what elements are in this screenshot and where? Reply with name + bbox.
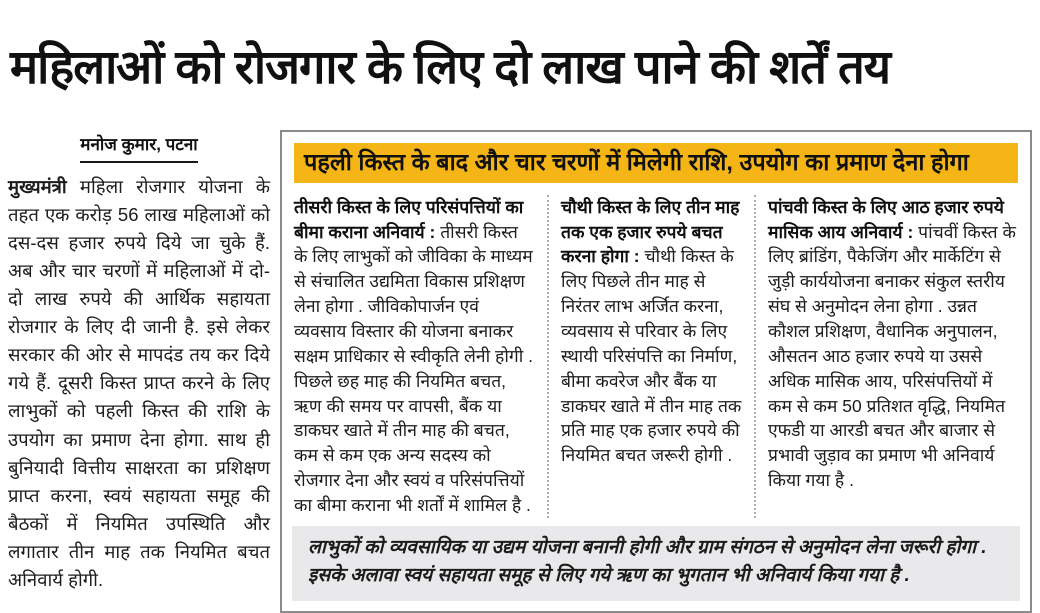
column-text: पांचवीं किस्त के लिए ब्रांडिंग, पैकेजिंग और मार्केटिंग से जुड़ी कार्ययोजना बनाकर संकुल स्तरीय संघ से अनुमोदन लेना होगा . उन्नत कौशल प्रशिक्षण, वैधानिक अनुपालन, औसतन आठ हजार रुपये या उससे अधिक मासिक आय, परिसंपत्तियों में कम से कम 50 प्रतिशत वृद्धि, नियमित एफडी या आरडी बचत और बाजार से प्रभावी जुड़ाव का प्रमाण भी अनिवार्य किया गया है . bbox=[768, 221, 1016, 491]
column-text: चौथी किस्त के लिए पिछले तीन माह से निरंतर लाभ अर्जित करना, व्यवसाय से परिवार के लिए स्थायी परिसंपत्ति का निर्माण, बीमा कवरेज और बैंक या डाकघर खाते में तीन माह तक प्रति माह एक हजार रुपये की नियमित बचत जरूरी होगी . bbox=[561, 246, 742, 466]
column-heading: तीसरी किस्त के लिए परिसंपत्तियों का बीमा कराना अनिवार्य : bbox=[294, 196, 524, 242]
story-columns bbox=[282, 187, 1030, 524]
newspaper-clipping bbox=[0, 31, 1040, 607]
column-heading: चौथी किस्त के लिए तीन माह तक एक हजार रुपये बचत करना होगा : bbox=[561, 196, 740, 267]
column-heading: पांचवी किस्त के लिए आठ हजार रुपये मासिक आय अनिवार्य : bbox=[768, 196, 1004, 242]
story-box bbox=[280, 130, 1032, 613]
column-third-installment bbox=[294, 195, 547, 518]
highlight-banner: पहली किस्त के बाद और चार चरणों में मिलेगी राशि, उपयोग का प्रमाण देना होगा bbox=[294, 143, 1018, 183]
column-fourth-installment bbox=[547, 195, 754, 518]
footer-note: लाभुकों को व्यवसायिक या उद्यम योजना बनानी होगी और ग्राम संगठन से अनुमोदन लेना जरूरी होगा . इसके अलावा स्वयं सहायता समूह से लिए गये ऋण का भुगतान भी अनिवार्य किया गया है . bbox=[292, 526, 1020, 601]
byline: मनोज कुमार, पटना bbox=[80, 132, 197, 163]
lead-paragraph bbox=[8, 173, 270, 595]
lead-body: महिला रोजगार योजना के तहत एक करोड़ 56 लाख महिलाओं को दस-दस हजार रुपये दिये जा चुके हैं. अब और चार चरणों में महिलाओं में दो-दो लाख रुपये की आर्थिक सहायता रोजगार के लिए दी जानी है. इसे लेकर सरकार की ओर से मापदंड तय कर दिये गये हैं. दूसरी किस्त प्राप्त करने के लिए लाभुकों को पहली किस्त की राशि के उपयोग का प्रमाण देना होगा. साथ ही बुनियादी वित्तीय साक्षरता का प्रशिक्षण प्राप्त करना, स्वयं सहायता समूह की बैठकों में नियमित उपस्थिति और लगातार तीन माह तक नियमित बचत अनिवार्य होगी. bbox=[8, 175, 270, 591]
article-body bbox=[0, 126, 1040, 613]
left-column bbox=[8, 130, 270, 595]
lead-runin: मुख्यमंत्री bbox=[8, 175, 67, 197]
byline-wrap bbox=[8, 132, 270, 163]
column-fifth-installment bbox=[754, 195, 1018, 518]
column-text: तीसरी किस्त के लिए लाभुकों को जीविका के माध्यम से संचालित उद्यमिता विकास प्रशिक्षण लेना होगा . जीविकोपार्जन एवं व्यवसाय विस्तार की योजना बनाकर सक्षम प्राधिकार से स्वीकृति लेनी होगी . पिछले छह माह की नियमित बचत, ऋण की समय पर वापसी, बैंक या डाकघर खाते में तीन माह की बचत, कम से कम एक अन्य सदस्य को रोजगार देना और स्वयं व परिसंपत्तियों का बीमा कराना भी शर्तों में शामिल है . bbox=[294, 221, 533, 515]
article-headline: महिलाओं को रोजगार के लिए दो लाख पाने की शर्तें तय bbox=[10, 40, 891, 94]
